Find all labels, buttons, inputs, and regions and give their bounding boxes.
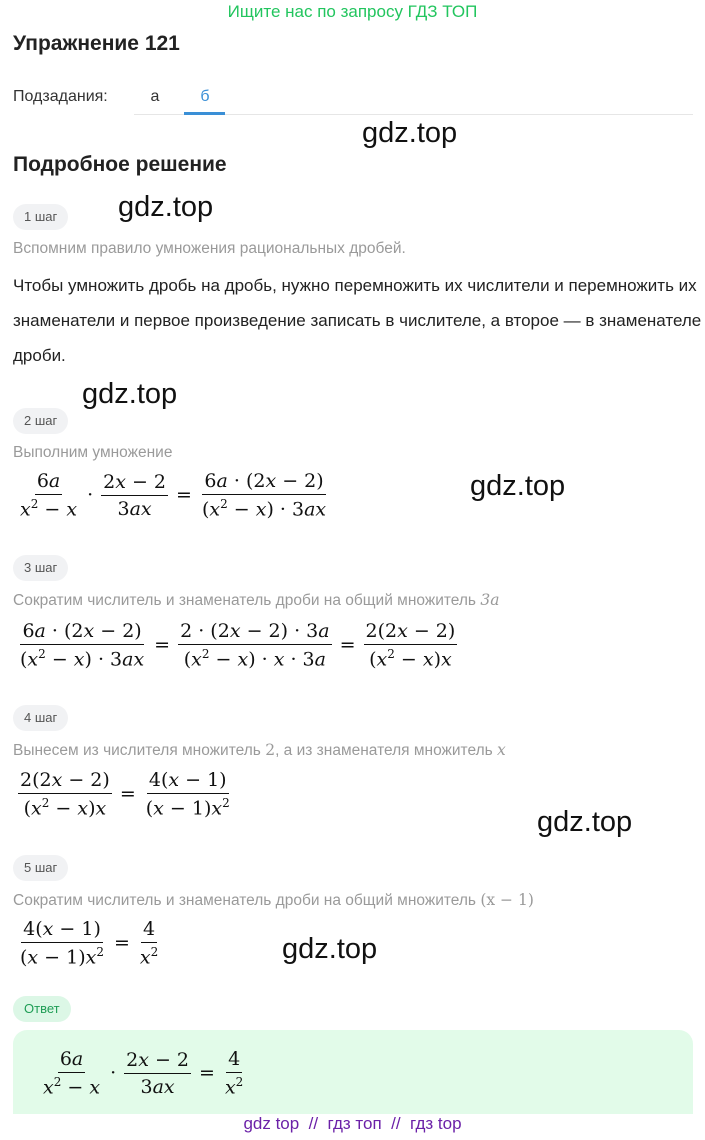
tab-a[interactable]: а xyxy=(150,88,160,105)
watermark: gdz.top xyxy=(118,191,214,223)
formula-step-2: $\frac{6a}{x^2 - x}$ · $\frac{2x - 2}{3ax}$ = $\frac{6a \cdot (2x - 2)}{(x^2 - x) \cdot 3ax}$ xyxy=(20,470,327,521)
footer-watermark: gdz top // гдз топ // гдз top xyxy=(243,1114,462,1133)
step-badge: 4 шаг xyxy=(13,705,68,731)
step-badge: 3 шаг xyxy=(13,555,68,581)
subtasks-label: Подзадания: xyxy=(13,88,108,105)
answer-formula: $\frac{6a}{x^2 - x}$ · $\frac{2x - 2}{3ax}$ = $\frac{4}{x^2}$ xyxy=(43,1048,244,1099)
step-hint: Сократим числитель и знаменатель дроби на общий множитель 3a xyxy=(13,591,500,609)
tab-b[interactable]: б xyxy=(200,88,210,105)
formula-step-3: $\frac{6a \cdot (2x - 2)}{(x^2 - x) \cdot 3ax}$ = $\frac{2 \cdot (2x - 2) \cdot 3a}{(x^2 - x) \cdot x \cdot 3a}$ = $\frac{2(2x - 2)}{(x^2 - x)x}$ xyxy=(20,620,456,671)
formula-step-4: $\frac{2(2x - 2)}{(x^2 - x)x}$ = $\frac{4(x - 1)}{(x - 1)x^2}$ xyxy=(20,769,230,820)
search-banner: Ищите нас по запросу ГДЗ ТОП xyxy=(227,2,478,21)
watermark: gdz.top xyxy=(362,117,458,149)
watermark: gdz.top xyxy=(282,933,378,965)
watermark: gdz.top xyxy=(470,470,566,502)
step-hint: Выполним умножение xyxy=(13,444,173,461)
step-badge: 2 шаг xyxy=(13,408,68,434)
watermark: gdz.top xyxy=(82,378,178,410)
step-badge: 1 шаг xyxy=(13,204,68,230)
answer-badge: Ответ xyxy=(13,996,71,1022)
step-hint: Сократим числитель и знаменатель дроби на общий множитель (x − 1) xyxy=(13,891,534,909)
step-text: Чтобы умножить дробь на дробь, нужно перемножить их числители и перемножить их знаменатели и первое произведение записать в числителе, а второе — в знаменателе дроби. xyxy=(13,276,702,365)
page-title: Упражнение 121 xyxy=(13,32,180,55)
formula-step-5: $\frac{4(x - 1)}{(x - 1)x^2}$ = $\frac{4}{x^2}$ xyxy=(20,918,159,969)
step-hint: Вынесем из числителя множитель 2, а из знаменателя множитель x xyxy=(13,741,506,759)
step-badge: 5 шаг xyxy=(13,855,68,881)
solution-title: Подробное решение xyxy=(13,153,227,176)
watermark: gdz.top xyxy=(537,806,633,838)
step-hint: Вспомним правило умножения рациональных дробей. xyxy=(13,240,406,257)
active-tab-indicator xyxy=(184,112,225,115)
